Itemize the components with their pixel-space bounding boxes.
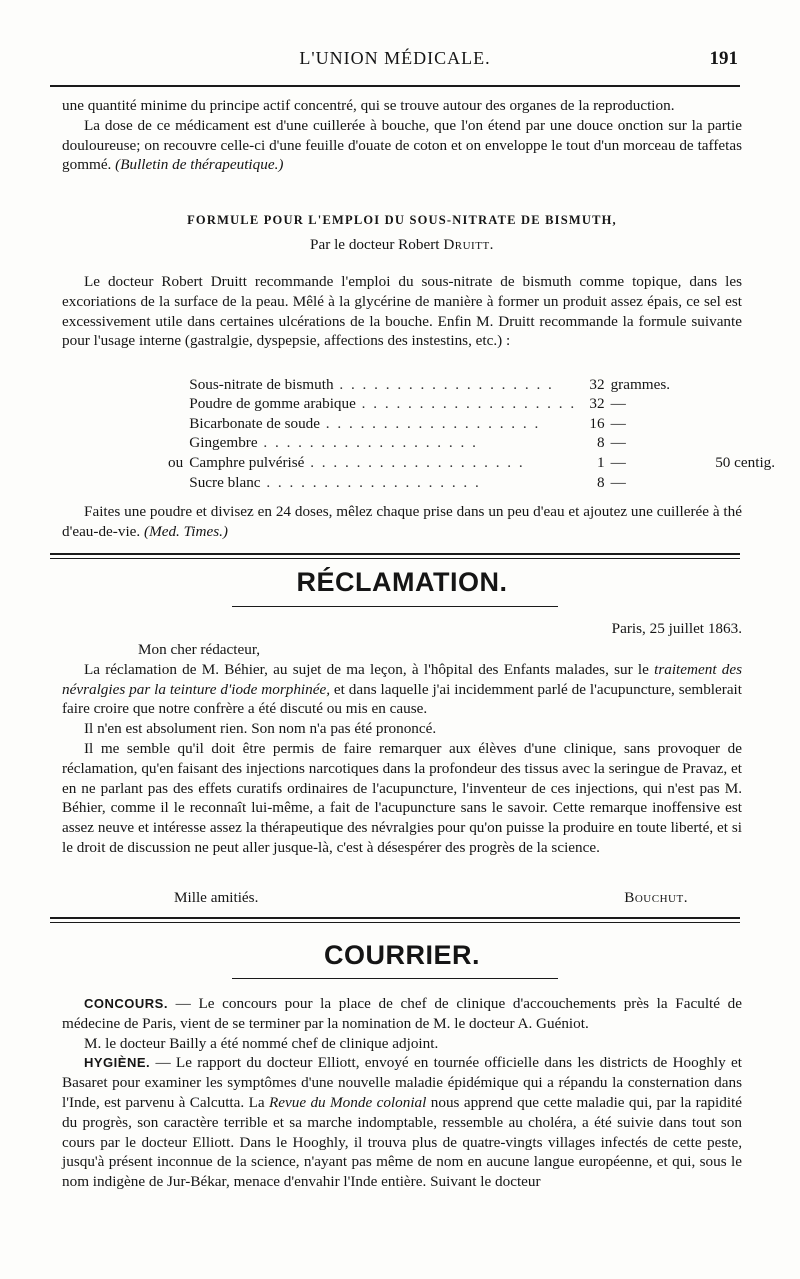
ingredient-unit: — xyxy=(610,414,626,432)
bailly-paragraph: M. le docteur Bailly a été nommé chef de clinique adjoint. xyxy=(84,1034,439,1052)
section-rule-bottom-2 xyxy=(50,922,740,923)
formula-byline: Par le docteur Robert Druitt. xyxy=(310,236,494,253)
reclamation-title: RÉCLAMATION. xyxy=(296,567,508,597)
ingredient-unit: grammes. xyxy=(610,375,671,393)
recipe-row xyxy=(168,374,800,394)
ingredient-unit: — xyxy=(610,395,626,413)
formula-source: (Med. Times.) xyxy=(144,522,228,540)
ingredient-quantity: 1 xyxy=(596,453,605,471)
recipe-row xyxy=(168,413,800,433)
concours-lead: CONCOURS. xyxy=(84,996,168,1011)
hygiene-lead: HYGIÈNE. xyxy=(84,1055,151,1071)
ingredient-quantity: 32 xyxy=(589,395,605,413)
reclamation-paragraph-2: Il n'en est absolument rien. Son nom n'a pas été prononcé. xyxy=(84,720,437,738)
leader-dots: . . . . . . . . . . . . . . . . . . . xyxy=(355,395,577,413)
leader-dots: . . . . . . . . . . . . . . . . . . . xyxy=(257,434,478,452)
ingredient-name: Poudre de gomme arabique xyxy=(189,395,356,413)
reclamation-paragraph-3: Il me semble qu'il doit être permis de faire remarquer aux élèves d'une clinique, sans provoquer de réclamation, qu'en faisant des injections narcotiques dans la profondeur des tissus avec la seringue de Pravaz, et en ne parlant pas des effets curatifs ordinaires de l'acupuncture, l'inventeur de ces injections, qui n'est pas M. Béhier, comme il le reconnaît lui-même, a fait de l'acupuncture sans le savoir. Cette remarque inoffensive est assez neuve et intéresse assez la thérapeutique des névralgies pour qu'on puisse la produire en toute liberté, et si le droit de discussion ne peut aller jusque-là, c'est à désespérer des progrès de la science. xyxy=(62,739,742,856)
recipe-table xyxy=(168,374,800,492)
journal-title: L'UNION MÉDICALE. xyxy=(299,48,491,68)
continuation-text xyxy=(62,96,742,175)
author-name: Druitt. xyxy=(443,236,494,253)
hygiene-paragraph: HYGIÈNE. — Le rapport du docteur Elliott, envoyé en tournée officielle dans les districts de Hooghly et Basaret pour examiner les symptômes d'une nouvelle maladie épidémique qui a répandu la consternation dans l'Inde, est parvenu à Calcutta. La Revue du Monde colonial nous apprend que cette maladie qui, par la rapidité du progrès, son caractère terrible et sa marche indomptable, ressemble au choléra, a été suivie dans tout son cours par le docteur Elliott. Dans le Hooghly, il trouva plus de quatre-vingts villages infectés de cette peste, jusqu'à présent inconnue de la science, n'ayant pas même de nom en aucune langue européenne, et qui, sous le nom indigène de Jur-Békar, menace d'envahir l'Inde entière. Suivant le docteur xyxy=(62,1054,743,1191)
recipe-row xyxy=(168,394,800,414)
courrier-body xyxy=(62,994,742,1192)
ingredient-name: Sucre blanc xyxy=(189,473,261,491)
letter-signature: Bouchut. xyxy=(624,889,688,906)
recipe-row xyxy=(168,452,800,472)
leader-dots: . . . . . . . . . . . . . . . . . . . xyxy=(320,414,541,432)
letter-dateline: Paris, 25 juillet 1863. xyxy=(611,620,742,637)
continuation-source: (Bulletin de thérapeutique.) xyxy=(115,156,284,174)
continuation-paragraph-2: La dose de ce médicament est d'une cuillerée à bouche, que l'on étend par une douce onction sur la partie douloureuse; on recouvre celle-ci d'une feuille d'ouate de coton et on enveloppe le tout d'un morceau de taffetas gommé. (Bulletin de thérapeutique.) xyxy=(62,116,742,174)
formula-closing: Faites une poudre et divisez en 24 doses, mêlez chaque prise dans un peu d'eau et ajoutez une cuillerée à thé d'eau-de-vie. (Med. Times.) xyxy=(62,503,742,540)
letter-salutation: Mon cher rédacteur, xyxy=(138,641,261,658)
ingredient-quantity: 8 xyxy=(596,434,605,452)
section-rule-bottom xyxy=(50,558,740,559)
page-header xyxy=(50,40,740,80)
ingredient-unit: — xyxy=(610,434,626,452)
ingredient-unit: — xyxy=(610,473,626,491)
ingredient-quantity: 32 xyxy=(589,375,605,393)
leader-dots: . . . . . . . . . . . . . . . . . . . xyxy=(333,375,554,393)
reclamation-body xyxy=(62,640,742,858)
letter-closing: Mille amitiés. xyxy=(174,889,259,906)
reclamation-paragraph-1: La réclamation de M. Béhier, au sujet de ma leçon, à l'hôpital des Enfants malades, sur le traitement des névralgies par la teinture d'iode morphinée, et dans laquelle j'ai incidemment parlé de l'acupuncture, semblerait faire croire que notre confrère a été discuté ou mis en cause. xyxy=(62,660,743,718)
page-number: 191 xyxy=(709,48,738,69)
recipe-row xyxy=(168,433,800,453)
ingredient-prefix: ou xyxy=(168,453,184,471)
courrier-title: COURRIER. xyxy=(323,940,480,970)
leader-dots: . . . . . . . . . . . . . . . . . . . xyxy=(260,473,481,491)
ingredient-name: Gingembre xyxy=(189,434,258,452)
ingredient-name: Camphre pulvérisé xyxy=(189,453,305,471)
courrier-title-rule xyxy=(232,978,558,979)
ingredient-quantity: 8 xyxy=(596,473,605,491)
leader-dots: . . . . . . . . . . . . . . . . . . . xyxy=(304,453,525,471)
ingredient-quantity: 16 xyxy=(589,414,605,432)
ingredient-name: Sous-nitrate de bismuth xyxy=(189,375,334,393)
concours-paragraph: CONCOURS. — Le concours pour la place de chef de clinique d'accouchements près la Faculté de médecine de Paris, vient de se terminer par la nomination de M. le docteur A. Guéniot. xyxy=(62,995,743,1032)
reclamation-title-rule xyxy=(232,606,558,607)
formula-intro: Le docteur Robert Druitt recommande l'emploi du sous-nitrate de bismuth comme topique, dans les excoriations de la surface de la peau. Mêlé à la glycérine de manière à former un produit assez épais, ce sel est excessivement utile dans certaines ulcérations de la bouche. Enfin M. Druitt recommande la formule suivante pour l'usage interne (gastralgie, dyspepsie, affections des instestins, etc.) : xyxy=(62,273,742,350)
section-rule-top xyxy=(50,553,740,555)
header-rule xyxy=(50,85,740,87)
continuation-paragraph-1: une quantité minime du principe actif concentré, qui se trouve autour des organes de la reproduction. xyxy=(62,97,675,114)
section-rule-top-2 xyxy=(50,917,740,919)
ingredient-name: Bicarbonate de soude xyxy=(189,414,320,432)
ingredient-unit: — xyxy=(610,453,626,471)
recipe-row xyxy=(168,472,800,492)
formula-title: FORMULE POUR L'EMPLOI DU SOUS-NITRATE DE BISMUTH, xyxy=(187,213,617,227)
ingredient-extra: 50 centig. xyxy=(715,453,776,471)
